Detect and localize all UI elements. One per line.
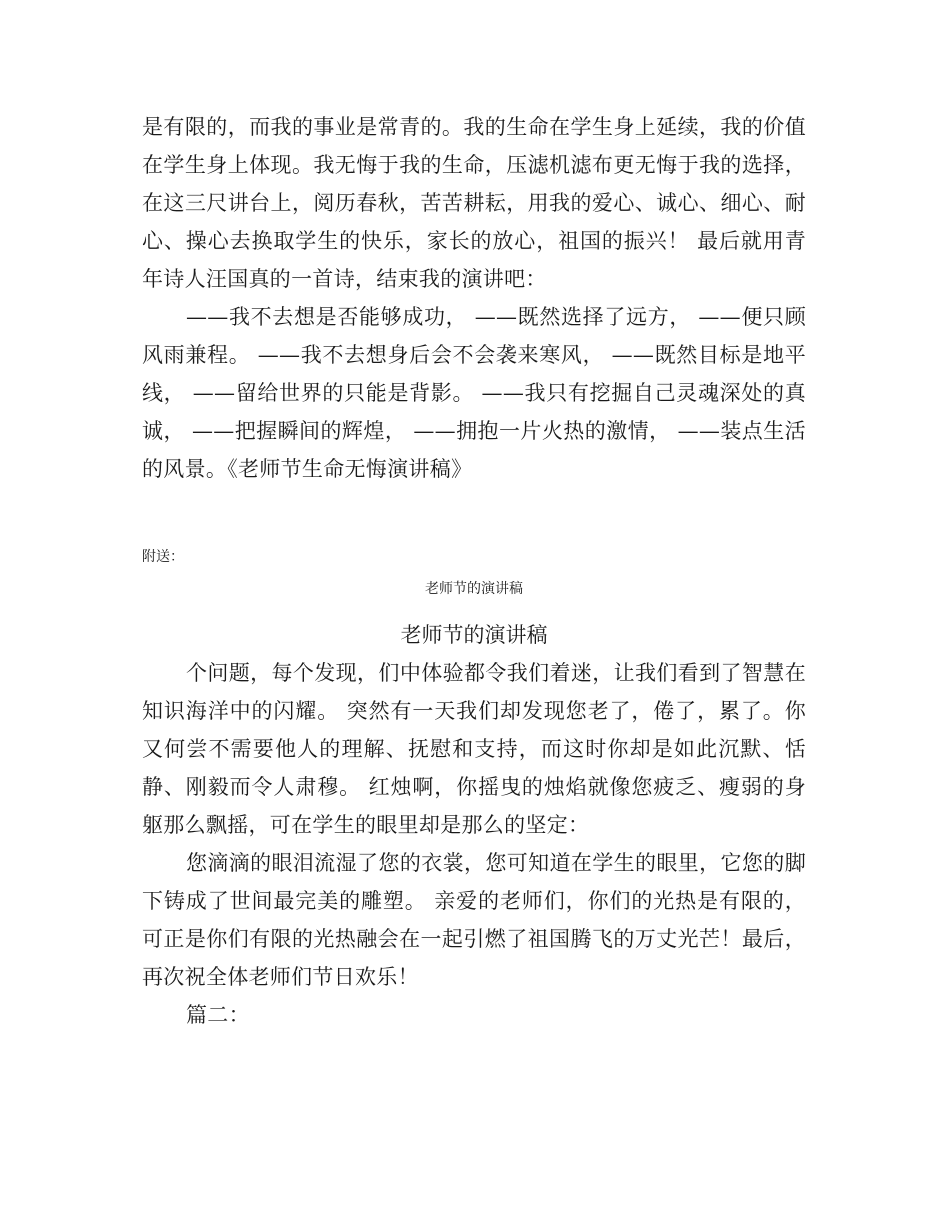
section-gap [142,488,806,546]
paragraph-part-two: 篇二： [186,1003,250,1027]
paragraph-poem: ——我不去想是否能够成功， ——既然选择了远方， ——便只顾风雨兼程。 ——我不去想身后会不会袭来寒风， ——既然目标是地平线， ——留给世界的只能是背影。 ——我只有挖掘自己灵魂深处的真诚， ——把握瞬间的辉煌， ——拥抱一片火热的激情， ——装点生活的风景。《老师节生命无悔演讲稿》 [142,305,806,481]
document-body [142,108,806,1034]
appendix-small-title: 老师节的演讲稿 [425,581,523,597]
appendix-main-title: 老师节的演讲稿 [400,623,548,647]
paragraph-life-career: 是有限的，而我的事业是常青的。我的生命在学生身上延续，我的价值在学生身上体现。我无悔于我的生命，压滤机滤布更无悔于我的选择，在这三尺讲台上，阅历春秋，苦苦耕耘，用我的爱心、诚心、细心、耐心、操心去换取学生的快乐，家长的放心，祖国的振兴！ 最后就用青年诗人汪国真的一首诗，结束我的演讲吧： [142,115,806,291]
paragraph-tears: 您滴滴的眼泪流湿了您的衣裳，您可知道在学生的眼里，它您的脚下铸成了世间最完美的雕塑。 亲爱的老师们，你们的光热是有限的，可正是你们有限的光热融会在一起引燃了祖国腾飞的万丈光芒！最后，再次祝全体老师们节日欢乐！ [142,851,806,989]
paragraph-wisdom: 个问题，每个发现，们中体验都令我们着迷，让我们看到了智慧在知识海洋中的闪耀。 突然有一天我们却发现您老了，倦了，累了。你又何尝不需要他人的理解、抚慰和支持，而这时你却是如此沉默、恬静、刚毅而令人肃穆。 红烛啊，你摇曳的烛焰就像您疲乏、瘦弱的身躯那么飘摇，可在学生的眼里却是那么的坚定： [142,661,806,837]
appendix-label: 附送： [142,549,184,565]
